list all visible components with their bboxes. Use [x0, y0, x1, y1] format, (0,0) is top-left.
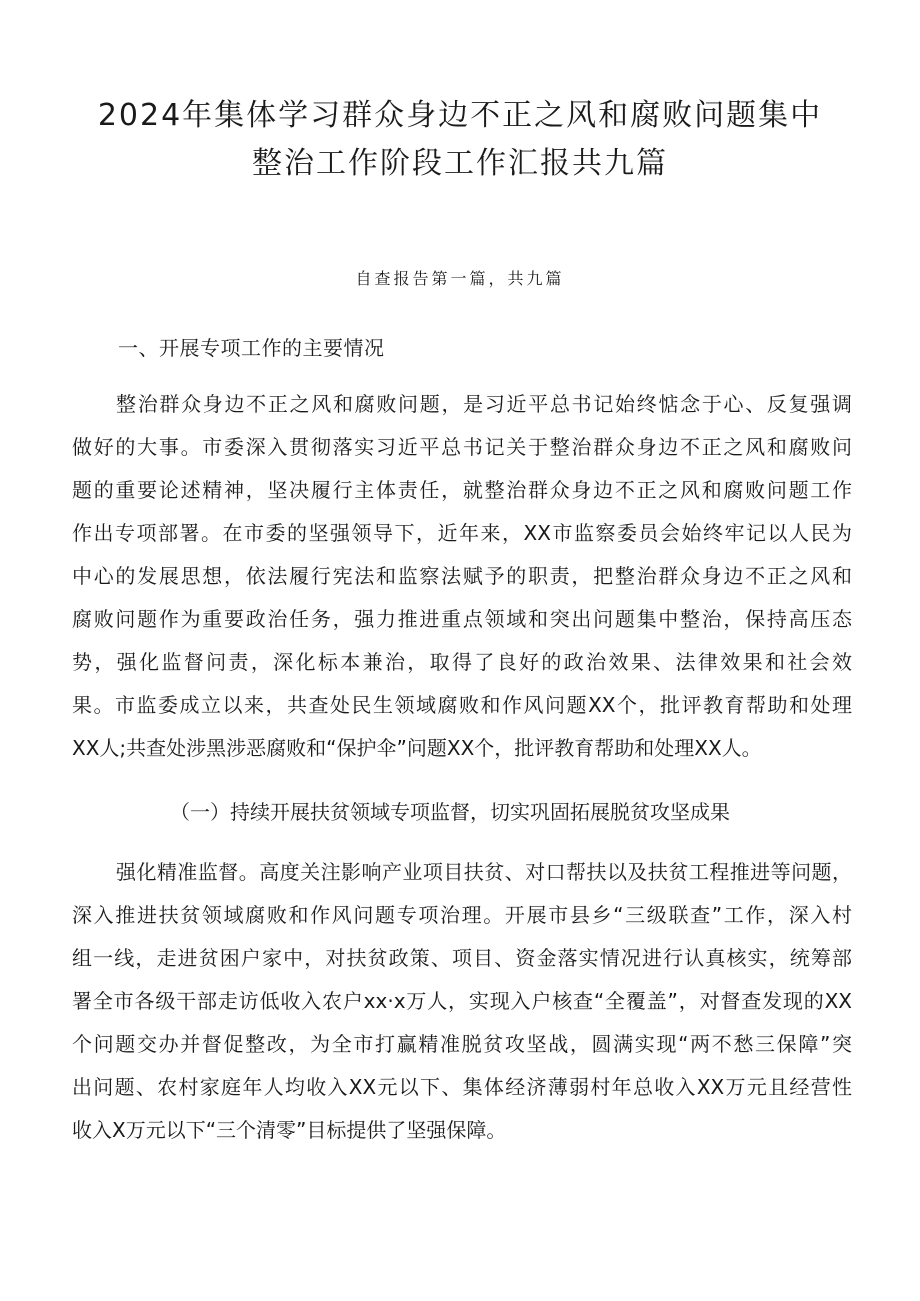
paragraph-line: 腐败问题作为重要政治任务，强力推进重点领域和突出问题集中整治，保持高压态	[72, 607, 852, 631]
paragraph-line: 收入X万元以下“三个清零”目标提供了坚强保障。	[72, 1118, 507, 1142]
document-subtitle: 自查报告第一篇，共九篇	[355, 269, 565, 288]
paragraph-line: 组一线，走进贫困户家中，对扶贫政策、项目、资金落实情况进行认真核实，统筹部	[72, 946, 852, 970]
section-heading: 一、开展专项工作的主要情况	[118, 336, 385, 360]
paragraph-line: 深入推进扶贫领域腐败和作风问题专项治理。开展市县乡“三级联查”工作，深入村	[72, 903, 852, 927]
subsection-heading: （一）持续开展扶贫领域专项监督，切实巩固拓展脱贫攻坚成果	[170, 800, 730, 824]
paragraph-line: 势，强化监督问责，深化标本兼治，取得了良好的政治效果、法律效果和社会效	[72, 650, 852, 674]
paragraph-line: 果。市监委成立以来，共查处民生领域腐败和作风问题XX个，批评教育帮助和处理	[72, 693, 852, 717]
paragraph-line: 作出专项部署。在市委的坚强领导下，近年来，XX市监察委员会始终牢记以人民为	[72, 521, 852, 545]
paragraph-line: 做好的大事。市委深入贯彻落实习近平总书记关于整治群众身边不正之风和腐败问	[72, 435, 852, 459]
paragraph-line: 强化精准监督。高度关注影响产业项目扶贫、对口帮扶以及扶贫工程推进等问题，	[116, 860, 852, 884]
document-title-line-1: 2024年集体学习群众身边不正之风和腐败问题集中	[97, 98, 823, 133]
document-title-line-2: 整治工作阶段工作汇报共九篇	[252, 146, 668, 181]
paragraph-line: 题的重要论述精神，坚决履行主体责任，就整治群众身边不正之风和腐败问题工作	[72, 478, 852, 502]
paragraph-line: 中心的发展思想，依法履行宪法和监察法赋予的职责，把整治群众身边不正之风和	[72, 564, 852, 588]
paragraph-line: 整治群众身边不正之风和腐败问题，是习近平总书记始终惦念于心、反复强调	[116, 392, 852, 416]
paragraph-line: 出问题、农村家庭年人均收入XX元以下、集体经济薄弱村年总收入XX万元且经营性	[72, 1075, 852, 1099]
paragraph-line: 个问题交办并督促整改，为全市打赢精准脱贫攻坚战，圆满实现“两不愁三保障”突	[72, 1032, 852, 1056]
paragraph-line: XX人;共查处涉黑涉恶腐败和“保护伞”问题XX个，批评教育帮助和处理XX人。	[72, 736, 762, 760]
paragraph-line: 署全市各级干部走访低收入农户xx·x万人，实现入户核查“全覆盖”，对督查发现的XX	[72, 989, 852, 1013]
